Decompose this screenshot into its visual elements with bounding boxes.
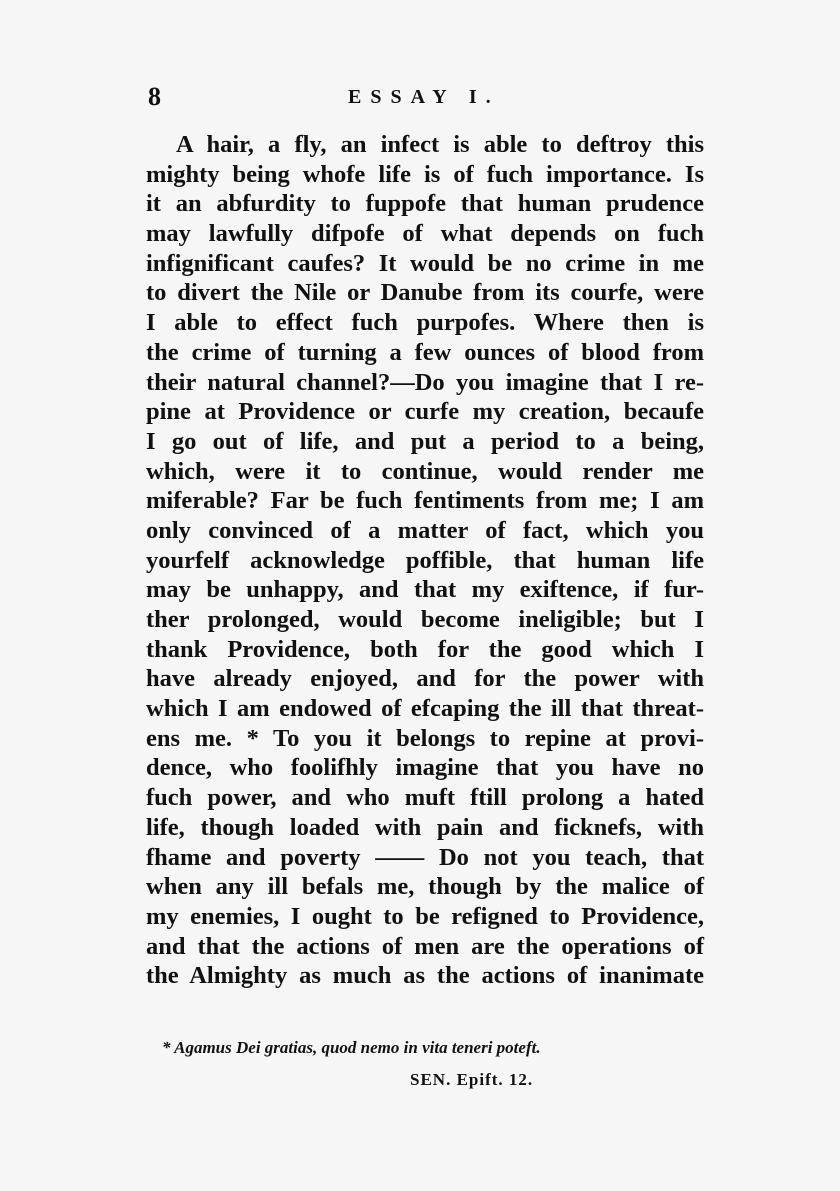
text-line: mighty being whofe life is of fuch importance. Is	[146, 160, 704, 188]
running-head	[148, 82, 708, 116]
footnote	[162, 1032, 702, 1096]
text-line: I able to effect fuch purpofes. Where then is	[146, 309, 704, 337]
text-line: yourfelf acknowledge poffible, that human life	[146, 546, 704, 574]
text-line: to divert the Nile or Danube from its courfe, were	[146, 279, 704, 307]
text-line: fhame and poverty —— Do not you teach, that	[146, 843, 704, 871]
footnote-text: * Agamus Dei gratias, quod nemo in vita teneri poteft.	[162, 1038, 541, 1057]
text-line: ens me. * To you it belongs to repine at provi-	[146, 724, 704, 752]
text-line: their natural channel?—Do you imagine that I re-	[146, 368, 704, 396]
text-line: I go out of life, and put a period to a being,	[146, 427, 704, 455]
text-line: only convinced of a matter of fact, which you	[146, 516, 704, 544]
page-number: 8	[148, 82, 161, 111]
chapter-title: ESSAY I.	[348, 86, 500, 108]
text-line: the Almighty as much as the actions of inanimate	[146, 962, 704, 990]
text-line: A hair, a fly, an infect is able to deftroy this	[176, 131, 704, 158]
text-line: miferable? Far be fuch fentiments from me; I am	[146, 487, 704, 515]
body-text	[146, 130, 704, 991]
text-line: and that the actions of men are the operations of	[146, 932, 704, 960]
footnote-source: SEN. Epift. 12.	[410, 1070, 534, 1089]
text-line: ther prolonged, would become ineligible; but I	[146, 606, 704, 633]
text-line: which, were it to continue, would render me	[146, 457, 704, 485]
text-line: the crime of turning a few ounces of blood from	[146, 338, 704, 366]
text-line: life, though loaded with pain and ficknefs, with	[146, 813, 704, 841]
text-line: which I am endowed of efcaping the ill that threat-	[146, 695, 704, 723]
text-line: dence, who foolifhly imagine that you have no	[146, 754, 704, 782]
text-line: may lawfully difpofe of what depends on fuch	[146, 220, 704, 248]
text-line: may be unhappy, and that my exiftence, if fur-	[146, 576, 704, 604]
text-line: infignificant caufes? It would be no crime in me	[146, 249, 704, 277]
text-line: have already enjoyed, and for the power with	[146, 665, 704, 693]
text-line: when any ill befals me, though by the malice of	[146, 873, 704, 901]
text-line: fuch power, and who muft ftill prolong a hated	[146, 784, 704, 812]
text-line: pine at Providence or curfe my creation, becaufe	[146, 398, 704, 426]
text-line: thank Providence, both for the good which I	[146, 635, 704, 663]
text-line: it an abfurdity to fuppofe that human prudence	[146, 190, 704, 218]
text-line: my enemies, I ought to be refigned to Providence,	[146, 902, 704, 930]
